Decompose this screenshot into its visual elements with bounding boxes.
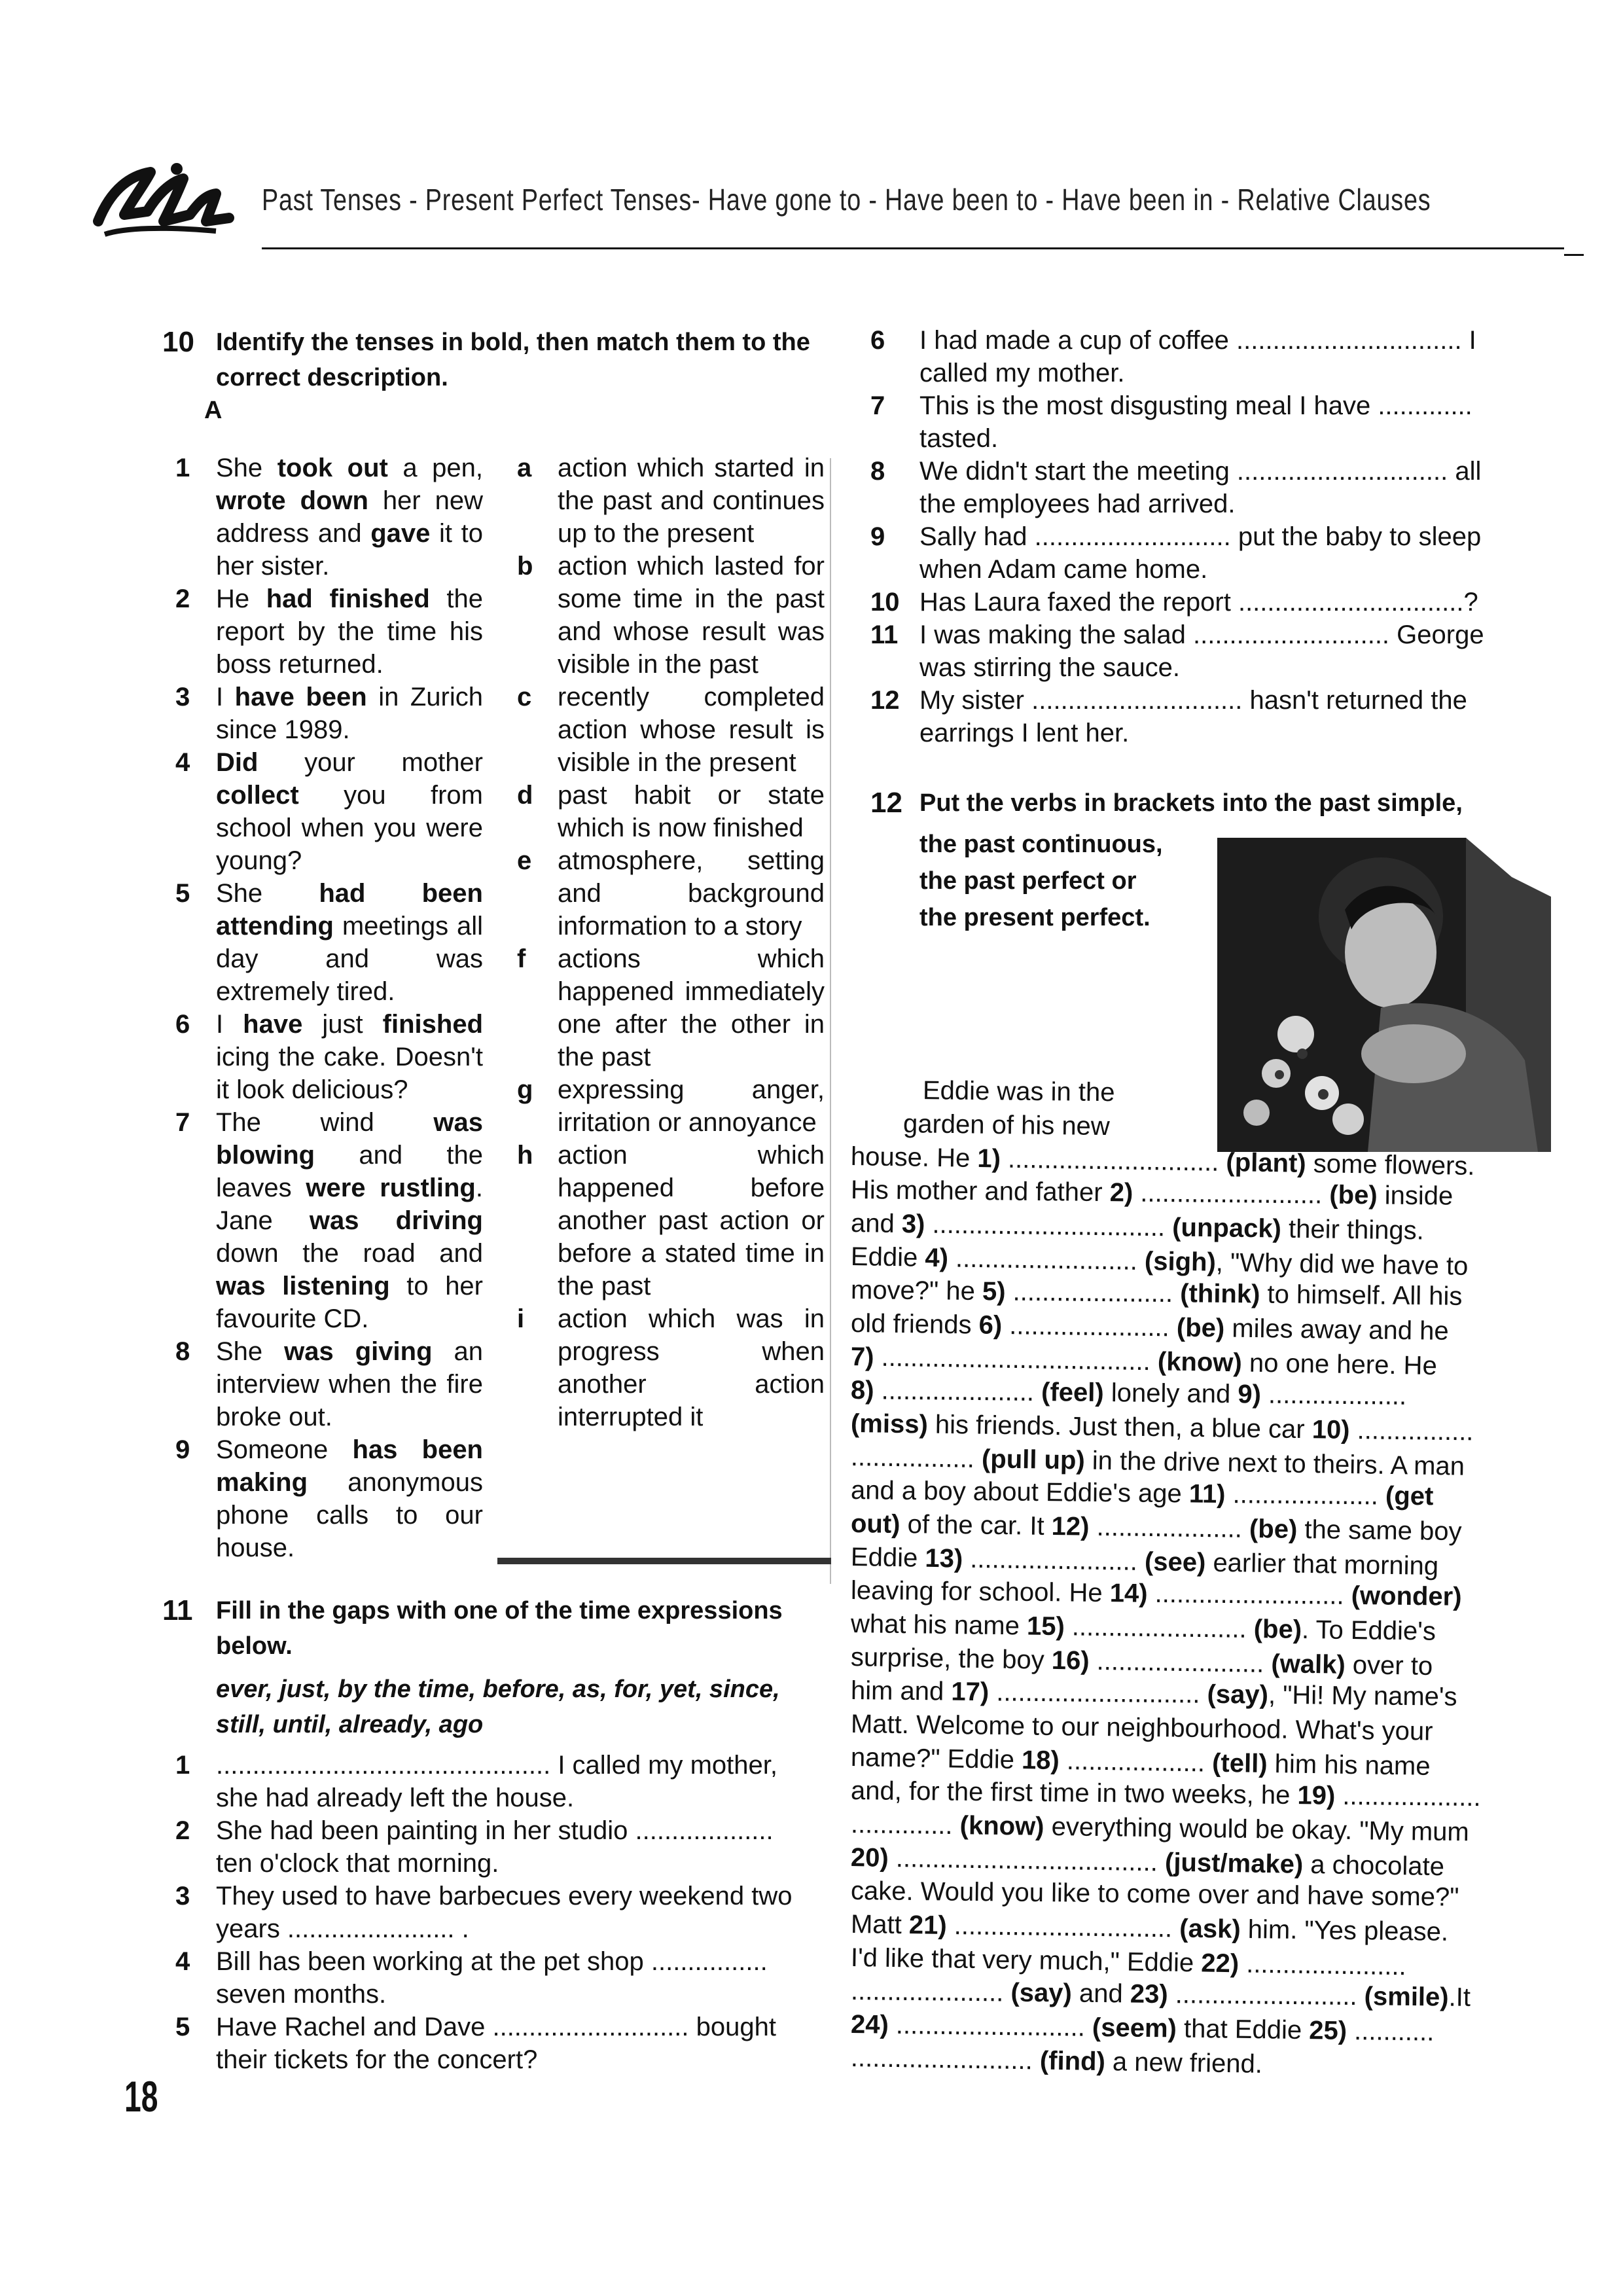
instruction-line: the present perfect.	[919, 904, 1150, 931]
gap-item-line: seven months.	[216, 1980, 387, 2009]
description-text: action which lasted for some time in the past and whose result was visible in the past	[558, 552, 825, 679]
column-a-label: A	[204, 397, 223, 424]
exercise-12-instruction-rest	[919, 826, 1207, 936]
story-line: house. He 1) ............................. (plant) some flowers.	[850, 1142, 1475, 1181]
story-line: Eddie 13) ....................... (see) earlier that morning	[850, 1543, 1439, 1581]
story-line: I'd like that very much," Eddie 22) ......................	[850, 1943, 1407, 1981]
exercise-10-description	[517, 681, 825, 779]
gap-fill-item	[870, 324, 1544, 389]
item-text: She had been attending meetings all day and was extremely tired.	[216, 879, 483, 1006]
gap-fill-item	[175, 1749, 830, 1814]
gap-item-line: Has Laura faxed the report ...............................?	[919, 588, 1478, 617]
gap-item-line: Bill has been working at the pet shop ................	[216, 1947, 768, 1976]
exercise-12-number: 12	[870, 787, 902, 819]
time-expressions-list: ever, just, by the time, before, as, for, yet, since, still, until, already, ago	[216, 1676, 780, 1738]
story-line: old friends 6) ...................... (be) miles away and he	[850, 1309, 1449, 1346]
story-line: 24) .......................... (seem) that Eddie 25) ...........	[850, 2010, 1435, 2047]
exercise-10-item	[175, 1433, 483, 1564]
description-text: action which was in progress when another action interrupted it	[558, 1304, 825, 1431]
gap-item-number: 9	[870, 522, 885, 551]
story-line: and 3) ................................ (unpack) their things.	[850, 1209, 1425, 1246]
gap-item-line: earrings I lent her.	[919, 719, 1130, 747]
item-number: 1	[175, 454, 190, 482]
item-number: 5	[175, 879, 190, 908]
story-line: His mother and father 2) ......................... (be) inside	[850, 1175, 1454, 1211]
gap-fill-item	[175, 1945, 830, 2011]
story-line: 20) .................................... (just/make) a chocolate	[850, 1843, 1445, 1882]
description-letter: e	[517, 846, 532, 875]
story-line: ..................... (say) and 23) ......................... (smile).It	[850, 1977, 1471, 2012]
gap-fill-item	[870, 520, 1544, 586]
gap-item-number: 7	[870, 391, 885, 420]
item-text: She was giving an interview when the fire broke out.	[216, 1337, 483, 1431]
description-text: expressing anger, irritation or annoyance	[558, 1075, 825, 1137]
story-line: and, for the first time in two weeks, he 19) ...................	[850, 1776, 1481, 1812]
description-letter: d	[517, 781, 533, 810]
instruction-line: the past perfect or	[919, 867, 1137, 895]
exercise-10-number: 10	[162, 326, 194, 358]
story-line: surprise, the boy 16) ....................... (walk) over to	[850, 1643, 1433, 1681]
description-text: past habit or state which is now finished	[558, 781, 825, 842]
exercise-10-item	[175, 583, 483, 681]
gap-item-line: They used to have barbecues every weekend two	[216, 1882, 793, 1910]
item-number: 8	[175, 1337, 190, 1366]
story-line: Eddie was in the	[922, 1076, 1115, 1107]
exercise-12-story	[850, 1073, 1544, 2079]
story-line: what his name 15) ........................ (be). To Eddie's	[850, 1609, 1436, 1646]
gap-item-number: 4	[175, 1947, 190, 1976]
story-line: out) of the car. It 12) .................... (be) the same boy	[850, 1509, 1462, 1547]
description-letter: i	[517, 1304, 525, 1333]
exercise-10-item	[175, 681, 483, 746]
story-line: leaving for school. He 14) .......................... (wonder)	[850, 1576, 1462, 1611]
exercise-10-bottom-bar	[497, 1558, 831, 1564]
exercise-10-description	[517, 779, 825, 844]
gap-item-line: was stirring the sauce.	[919, 653, 1180, 682]
story-line: Matt 21) .............................. (ask) him. "Yes please.	[850, 1910, 1449, 1946]
header-divider	[262, 247, 1564, 249]
description-text: atmosphere, setting and background information to a story	[558, 846, 825, 941]
gap-item-number: 2	[175, 1816, 190, 1845]
item-text: He had finished the report by the time his boss returned.	[216, 584, 483, 679]
gap-item-line: I had made a cup of coffee ............................... I	[919, 326, 1476, 355]
exercise-12-instruction-line1: Put the verbs in brackets into the past simple,	[919, 789, 1463, 817]
item-number: 4	[175, 748, 190, 777]
gap-fill-item	[870, 619, 1544, 684]
gap-item-line: she had already left the house.	[216, 1784, 575, 1812]
exercise-11-number: 11	[162, 1594, 193, 1626]
page-header-title: Past Tenses - Present Perfect Tenses- Have gone to - Have been to - Have been in - Relative Clauses	[262, 183, 1431, 217]
gap-item-line: This is the most disgusting meal I have .............	[919, 391, 1472, 420]
gap-item-number: 5	[175, 2013, 190, 2041]
gap-item-line: .............................................. I called my mother,	[216, 1751, 778, 1780]
exercise-11-items-right	[870, 324, 1544, 749]
gap-fill-item	[175, 1814, 830, 1880]
exercise-10-description	[517, 1139, 825, 1302]
description-text: actions which happened immediately one after the other in the past	[558, 944, 825, 1071]
story-line: move?" he 5) ...................... (think) to himself. All his	[850, 1276, 1463, 1311]
gap-item-line: Sally had ........................... put the baby to sleep	[919, 522, 1482, 551]
description-letter: b	[517, 552, 533, 581]
gap-item-number: 10	[870, 588, 900, 617]
gap-item-number: 8	[870, 457, 885, 486]
gap-fill-item	[870, 684, 1544, 749]
exercise-10-description	[517, 452, 825, 550]
story-line: Eddie 4) ......................... (sigh), "Why did we have to	[850, 1242, 1469, 1281]
gap-item-number: 6	[870, 326, 885, 355]
gap-item-line: My sister ............................. hasn't returned the	[919, 686, 1467, 715]
exercise-10-item	[175, 1335, 483, 1433]
story-line: ................. (pull up) in the drive next to theirs. A man	[850, 1443, 1465, 1481]
story-line: Matt. Welcome to our neighbourhood. What's your	[850, 1710, 1433, 1746]
gap-fill-item	[175, 1880, 830, 1945]
gap-item-line: She had been painting in her studio ...................	[216, 1816, 774, 1845]
gap-fill-item	[870, 455, 1544, 520]
gap-item-line: when Adam came home.	[919, 555, 1208, 584]
gap-fill-item	[870, 389, 1544, 455]
gap-item-line: years ....................... .	[216, 1914, 469, 1943]
gap-item-line: called my mother.	[919, 359, 1125, 387]
story-line: 7) ..................................... (know) no one here. He	[850, 1342, 1438, 1381]
exercise-10-item	[175, 1008, 483, 1106]
description-text: action which happened before another past action or before a stated time in the past	[558, 1141, 825, 1300]
exercise-10-item	[175, 746, 483, 877]
exercise-10-description	[517, 942, 825, 1073]
exercise-10-item	[175, 877, 483, 1008]
story-line: name?" Eddie 18) ................... (tell) him his name	[850, 1743, 1431, 1781]
column-divider	[830, 458, 831, 1584]
item-text: Someone has been making anonymous phone calls to our house.	[216, 1435, 483, 1562]
gap-fill-item	[175, 2011, 830, 2076]
gap-item-line: We didn't start the meeting ............................. all	[919, 457, 1482, 486]
item-text: I have just finished icing the cake. Doesn't it look delicious?	[216, 1010, 483, 1104]
exercise-10-description	[517, 1302, 825, 1433]
gap-fill-item	[870, 586, 1544, 619]
gap-item-line: their tickets for the concert?	[216, 2045, 538, 2074]
page-number: 18	[124, 2072, 158, 2121]
gap-item-line: the employees had arrived.	[919, 490, 1236, 518]
description-letter: a	[517, 454, 532, 482]
unit-logo-icon	[85, 149, 242, 247]
description-letter: c	[517, 683, 532, 711]
story-line: and a boy about Eddie's age 11) .................... (get	[850, 1476, 1434, 1511]
gap-item-line: ten o'clock that morning.	[216, 1849, 499, 1878]
item-text: She took out a pen, wrote down her new address and gave it to her sister.	[216, 454, 484, 581]
item-number: 9	[175, 1435, 190, 1464]
description-letter: f	[517, 944, 526, 973]
item-number: 3	[175, 683, 190, 711]
story-line: ......................... (find) a new friend.	[850, 2043, 1263, 2079]
item-number: 6	[175, 1010, 190, 1039]
story-line: cake. Would you like to come over and have some?"	[850, 1876, 1459, 1912]
exercise-11-instruction: Fill in the gaps with one of the time expressions below.	[216, 1597, 783, 1660]
instruction-line: the past continuous,	[919, 831, 1163, 858]
gap-item-number: 3	[175, 1882, 190, 1910]
item-text: I have been in Zurich since 1989.	[216, 683, 483, 744]
story-line: (miss) his friends. Just then, a blue car 10) ................	[850, 1409, 1474, 1446]
gap-item-line: I was making the salad ........................... George	[919, 620, 1484, 649]
description-letter: g	[517, 1075, 533, 1104]
story-line: him and 17) ............................ (say), "Hi! My name's	[850, 1676, 1457, 1712]
exercise-10-item	[175, 452, 483, 583]
item-number: 7	[175, 1108, 190, 1137]
gap-item-number: 12	[870, 686, 900, 715]
description-text: action which started in the past and continues up to the present	[558, 454, 825, 548]
gap-item-number: 1	[175, 1751, 190, 1780]
exercise-11-items-left	[175, 1749, 830, 2076]
item-number: 2	[175, 584, 190, 613]
exercise-10-descriptions	[517, 452, 825, 1433]
exercise-10-description	[517, 1073, 825, 1139]
header-divider-end	[1564, 254, 1584, 256]
exercise-10-item	[175, 1106, 483, 1335]
item-text: Did your mother collect you from school when you were young?	[216, 748, 483, 875]
story-line: garden of his new	[902, 1109, 1111, 1141]
description-letter: h	[517, 1141, 533, 1170]
gap-item-line: tasted.	[919, 424, 999, 453]
description-text: recently completed action whose result is visible in the present	[558, 683, 825, 777]
story-line: .............. (know) everything would be okay. "My mum	[850, 1810, 1470, 1847]
exercise-10-instruction: Identify the tenses in bold, then match them to the correct description.	[216, 329, 810, 391]
exercise-10-items	[175, 452, 483, 1564]
gap-item-line: Have Rachel and Dave ........................... bought	[216, 2013, 776, 2041]
exercise-10-description	[517, 550, 825, 681]
story-line: 8) ..................... (feel) lonely and 9) ...................	[850, 1376, 1407, 1410]
item-text: The wind was blowing and the leaves were rustling. Jane was driving down the road and was listening to her favourite CD.	[216, 1108, 484, 1333]
gap-item-number: 11	[870, 620, 899, 649]
exercise-10-description	[517, 844, 825, 942]
